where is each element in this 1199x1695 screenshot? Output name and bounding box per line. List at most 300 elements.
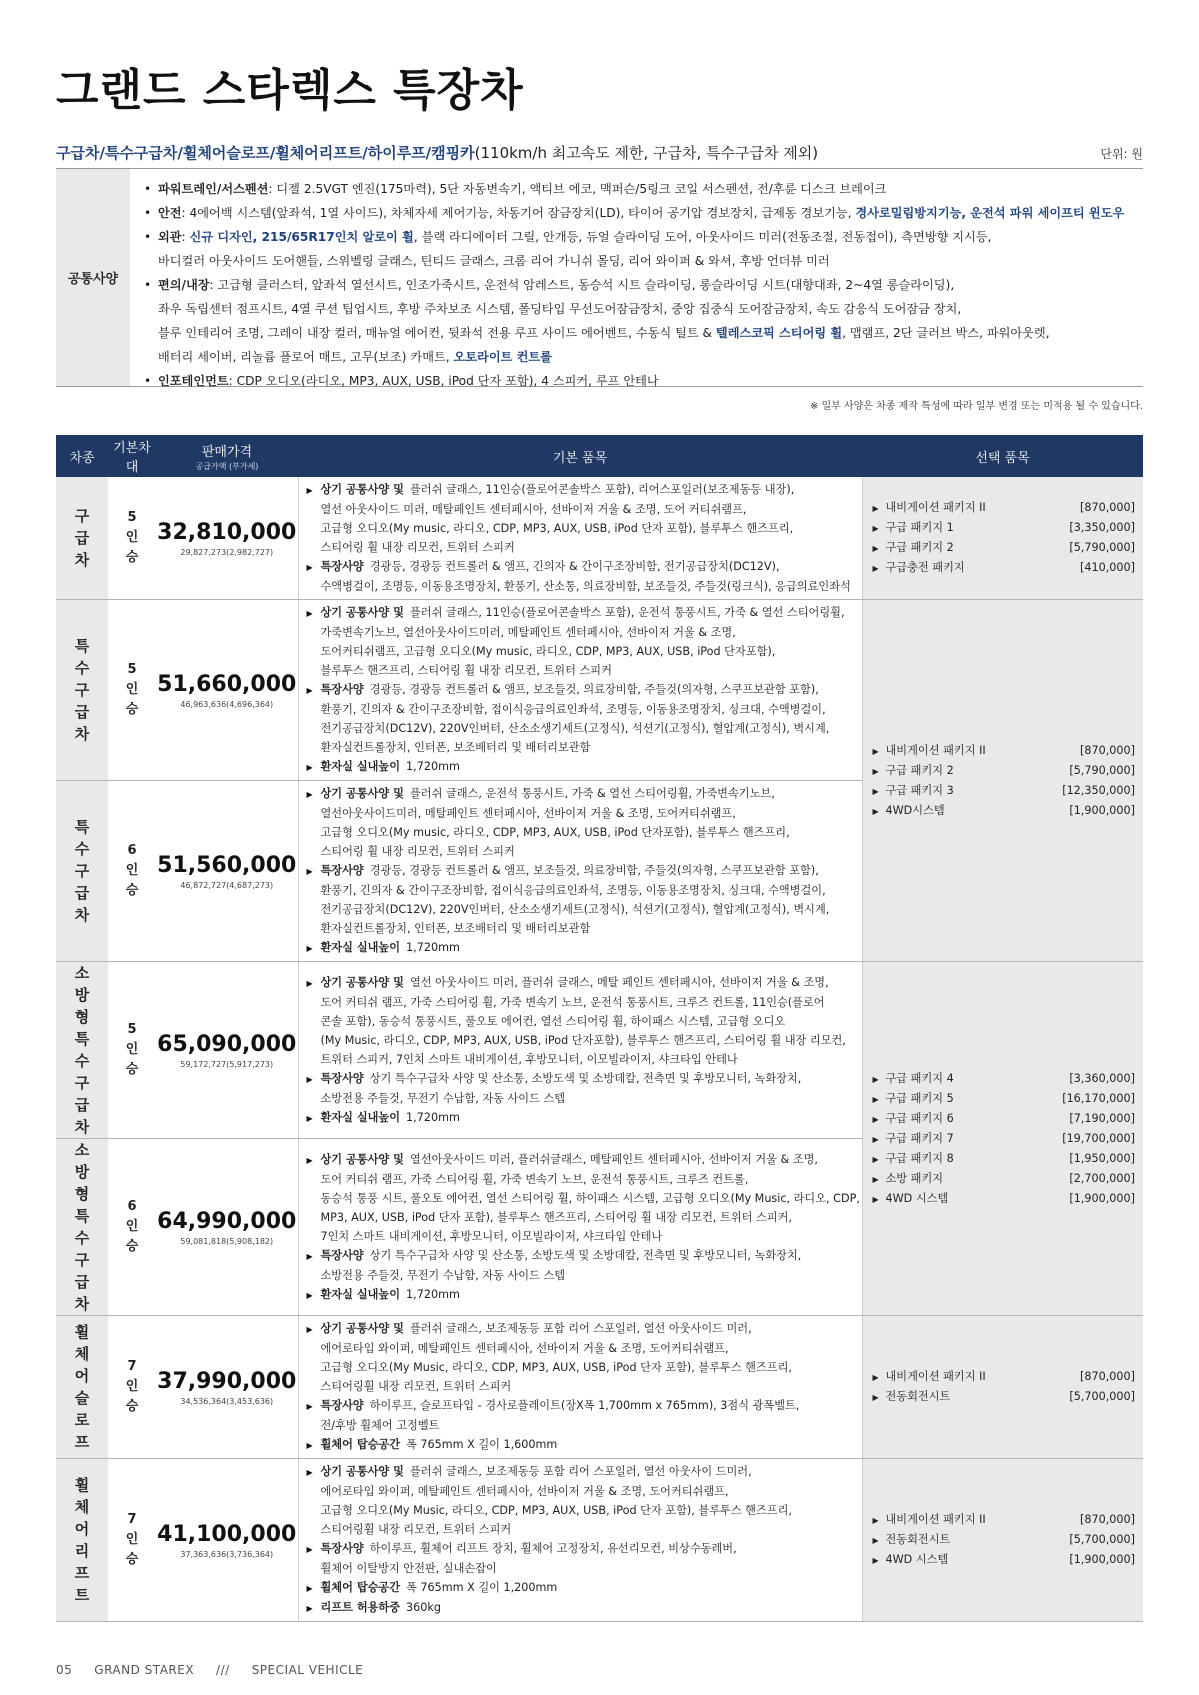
basic-item-line [307,642,862,661]
spec-convenience-cont [144,345,1143,369]
spec-label: 안전 [158,206,182,220]
basic-item-text: 1,720mm [406,1110,460,1124]
triangle-bullet-icon: ▶ [872,1114,879,1124]
triangle-bullet-icon: ▶ [872,1373,879,1382]
vehicle-type-char: 차 [74,551,90,569]
option-item-name-wrap [873,498,986,518]
option-item-price: [16,170,000] [1062,1091,1135,1105]
basic-item-text: 환자실컨트롤장치, 인터폰, 보조배터리 및 배터리보관함 [320,922,591,935]
triangle-bullet-icon: ▶ [306,563,313,572]
option-item [873,538,1136,558]
price-supply: 46,872,727(4,687,273) [180,880,274,890]
basic-item-line [307,1559,862,1578]
vehicle-type-char: 차 [74,1295,90,1313]
vehicle-type-char: 특 [74,1030,90,1048]
basic-item-text: 환자실컨트롤장치, 인터폰, 보조배터리 및 배터리보관함 [320,741,591,754]
vehicle-type-cell [56,1316,108,1459]
basic-item-line [307,1246,862,1266]
basic-item-line [307,1482,862,1501]
basic-item-text: 경광등, 경광등 컨트롤러 & 앰프, 보조들것, 의료장비함, 주들것(의자형, 스쿠프보관함 포함), [369,683,819,696]
basic-item-text: 1,720mm [406,1287,460,1301]
spec-exterior-cont [144,249,1143,273]
header-type: 차종 [56,435,108,477]
spec-convenience-cont [144,297,1143,321]
basic-item-text: 전기공급장치(DC12V), 220V인버터, 산소소생기세트(고정식), 석션기(고정식), 혈압계(고정식), 벽시계, [320,903,830,916]
option-item [873,1510,1136,1530]
basic-item-label: 상기 공통사양 및 [320,1465,404,1478]
option-item-name-wrap [873,1089,954,1109]
triangle-bullet-icon: ▶ [872,1194,879,1204]
basic-item-text: 열선 아웃사이드 미러, 플러쉬 글래스, 메탈 페인트 센터페시아, 선바이저 거울 & 조명, [409,975,829,989]
basic-item-line [307,784,862,804]
triangle-bullet-icon: ▶ [872,1134,879,1144]
triangle-bullet-icon: ▶ [872,1516,879,1525]
option-item-price: [12,350,000] [1062,783,1135,797]
spec-powertrain: • 파워트레인/서스펜션: 디젤 2.5VGT 엔진(175마력), 5단 자동변속기, 액티브 에코, 맥퍼슨/5링크 코일 서스펜션, 전/후륜 디스크 브레이크 [144,182,887,196]
basic-item-text: 경광등, 경광등 컨트롤러 & 앰프, 긴의자 & 간이구조장비함, 전기공급장치(DC12V), [369,560,780,573]
triangle-bullet-icon: ▶ [306,1402,313,1411]
spec-text: 바디컬러 아웃사이드 도어핸들, 스위벨링 글래스, 틴티드 글래스, 크롬 리어 가니쉬 몰딩, 리어 와이퍼 & 와셔, 후방 언더뷰 미러 [158,254,830,268]
option-item-price: [5,790,000] [1069,763,1135,777]
basic-item-text: 수액병걸이, 조명등, 이동용조명장치, 환풍기, 산소통, 의료장비함, 보조들것, 주들것(링크식), 응급의료인좌석 [320,580,851,593]
basic-item-label: 휠체어 탑승공간 [320,1581,401,1594]
basic-item-line [307,1377,862,1396]
common-spec-box [56,168,1143,387]
vehicle-type-char: 구 [74,681,90,699]
vehicle-type-char: 급 [74,1273,90,1291]
basic-item-line [307,861,862,881]
option-item [873,498,1136,518]
basic-item-text: 플러쉬 글래스, 운전석 통풍시트, 가죽 & 열선 스티어링휠, 가죽변속기노브, [409,787,775,800]
option-item-name-wrap [873,1550,949,1570]
basic-item-line [307,1462,862,1482]
basic-item-text: 상기 특수구급차 사양 및 산소통, 소방도색 및 소방데칼, 전측면 및 후방모니터, 녹화장치, [369,1071,802,1085]
basic-item-line [307,804,862,823]
price-supply: 59,081,818(5,908,182) [180,1236,274,1246]
option-item-name-wrap [873,1109,954,1129]
basic-item-label: 상기 공통사양 및 [320,483,404,496]
vehicle-type-char: 형 [74,1008,90,1026]
option-item-price: [870,000] [1080,743,1135,757]
basic-item-text: 가죽변속기노브, 열선아웃사이드미러, 메탈페인트 센터페시아, 선바이저 거울 & 조명, [320,626,736,639]
basic-item-text: 360kg [406,1601,441,1614]
option-item-price: [870,000] [1080,1513,1135,1526]
seats-char: 인 [125,682,139,697]
basic-item-text: 도어커티쉬램프, 고급형 오디오(My music, 라디오, CDP, MP3, AUX, USB, iPod 단자포함), [320,645,776,658]
basic-item-text: 도어 커티쉬 램프, 가죽 스티어링 휠, 가죽 변속기 노브, 운전석 통풍시트, 크루즈 컨트롤, 11인승(플로어 [320,995,825,1009]
basic-item-label: 상기 공통사양 및 [320,606,404,619]
basic-item-text: 스티어링 휠 내장 리모컨, 트위터 스피커 [320,845,515,858]
vehicle-type-char: 체 [74,1345,90,1363]
basic-item-line [307,1189,862,1208]
option-item-price: [5,700,000] [1069,1390,1135,1403]
option-item [873,1109,1136,1129]
basic-item-text: (My Music, 라디오, CDP, MP3, AUX, USB, iPod 단자포함), 블루투스 핸즈프리, 스티어링 휠 내장 리모컨, [320,1033,846,1047]
option-items-cell [862,962,1143,1316]
spec-text: 블루 인테리어 조명, 그레이 내장 컬러, 매뉴얼 에어컨, 뒷좌석 전용 루프 사이드 에어벤트, 수동식 틸트 & [158,326,716,340]
option-item-name: 전동회전시트 [885,1390,951,1403]
triangle-bullet-icon: ▶ [872,1536,879,1545]
spec-highlight: 경사로밀림방지기능, 운전석 파워 세이프티 윈도우 [855,206,1125,220]
page-title: 그랜드 스타렉스 특장차 [56,65,524,116]
basic-item-text: 트위터 스피커, 7인치 스마트 내비게이션, 후방모니터, 이모빌라이저, 샤크타입 안테나 [320,1052,738,1066]
vehicle-type-char: 수 [74,1229,90,1247]
spec-text: : CDP 오디오(라디오, MP3, AUX, USB, iPod 단자 포함), 4 스피커, 루프 안테나 [228,374,659,388]
price-supply: 34,536,364(3,453,636) [180,1396,274,1406]
option-item-name: 소방 패키지 [885,1171,944,1185]
basic-item-text: 폭 765mm X 길이 1,200mm [406,1581,558,1594]
basic-item-line [307,757,862,777]
vehicle-type-char: 차 [74,1118,90,1136]
basic-item-line [307,1031,862,1050]
vehicle-type-char: 급 [74,529,90,547]
basic-item-line [307,500,862,519]
option-items-cell [862,1459,1143,1622]
vehicle-type-char: 급 [74,1096,90,1114]
basic-item-label: 특장사양 [320,864,364,877]
basic-item-text: 전/후방 휠체어 고정벨트 [320,1419,440,1432]
option-item-price: [1,900,000] [1069,803,1135,817]
basic-item-text: 경광등, 경광등 컨트롤러 & 앰프, 보조들것, 의료장비함, 주들것(의자형, 스쿠프보관함 포함), [369,864,819,877]
triangle-bullet-icon: ▶ [872,746,879,756]
basic-item-line [307,1339,862,1358]
basic-item-line [307,603,862,623]
basic-item-text: 에어로타입 와이퍼, 메탈페인트 센터페시아, 선바이저 거울 & 조명, 도어커티쉬램프, [320,1342,729,1355]
price-table [56,435,1143,1622]
option-item-price: [3,350,000] [1069,521,1135,534]
basic-item-line [307,1319,862,1339]
basic-item-line [307,973,862,993]
vehicle-type-char: 수 [74,1052,90,1070]
option-item-name-wrap [873,1189,949,1209]
seats-cell [108,600,156,781]
vehicle-type-char: 형 [74,1185,90,1203]
seats-cell [108,1459,156,1622]
basic-item-line [307,900,862,919]
basic-item-label: 환자실 실내높이 [320,1287,401,1301]
seats-char: 인 [125,863,139,878]
option-item-name: 구급충전 패키지 [885,561,965,574]
basic-item-line [307,1598,862,1618]
option-item-price: [1,900,000] [1069,1553,1135,1566]
basic-item-line [307,1501,862,1520]
basic-item-label: 특장사양 [320,683,364,696]
basic-item-text: MP3, AUX, USB, iPod 단자 포함), 블루투스 핸즈프리, 스티어링 휠 내장 리모컨, 트위터 스피커, [320,1210,792,1224]
option-item-name: 내비게이션 패키지 II [885,501,986,514]
vehicle-type-char: 프 [74,1433,90,1451]
seats-char: 승 [125,1239,139,1254]
option-item-price: [3,360,000] [1069,1071,1135,1085]
seats-char: 승 [125,550,139,565]
triangle-bullet-icon: ▶ [306,1074,313,1084]
basic-items-cell [298,1139,862,1316]
triangle-bullet-icon: ▶ [306,1604,313,1613]
option-item-name-wrap [873,1169,944,1189]
triangle-bullet-icon: ▶ [306,867,313,876]
basic-item-text: 도어 커티쉬 램프, 가죽 스티어링 휠, 가죽 변속기 노브, 운전석 통풍시트, 크루즈 컨트롤, [320,1172,749,1186]
seats-char: 승 [125,1399,139,1414]
vehicle-type-cell [56,1459,108,1622]
basic-item-line [307,519,862,538]
vehicle-types-subtitle [56,142,818,163]
price-cell [156,1139,298,1316]
triangle-bullet-icon: ▶ [306,1468,313,1477]
option-item-name-wrap [873,518,954,538]
triangle-bullet-icon: ▶ [872,806,879,816]
price-value: 51,560,000 [157,852,297,878]
price-cell [156,477,298,600]
option-item-name: 4WD 시스템 [885,1191,949,1205]
option-item-price: [5,790,000] [1069,541,1135,554]
basic-item-line [307,1108,862,1128]
basic-item-line [307,1358,862,1377]
seats-char: 인 [125,530,139,545]
vehicle-type-char: 어 [74,1520,90,1538]
seats-char: 승 [125,702,139,717]
subtitle-note: (110km/h 최고속도 제한, 구급차, 특수구급차 제외) [474,144,819,162]
basic-item-line [307,1416,862,1435]
basic-items-cell [298,1316,862,1459]
option-item-name: 내비게이션 패키지 II [885,1370,986,1383]
option-item-name-wrap [873,1387,951,1407]
triangle-bullet-icon: ▶ [306,486,313,495]
basic-item-line [307,938,862,958]
basic-item-text: 환풍기, 긴의자 & 간이구조장비함, 접이식응급의료인좌석, 조명등, 이동용조명장치, 싱크대, 수액병걸이, [320,703,826,716]
basic-item-text: 동승석 통풍 시트, 풀오토 에어컨, 열선 스티어링 휠, 하이패스 시스템, 고급형 오디오(My Music, 라디오, CDP, [320,1191,860,1205]
price-value: 64,990,000 [157,1208,297,1234]
table-row [56,477,1143,600]
vehicle-type-char: 수 [74,840,90,858]
option-item-name: 구급 패키지 4 [885,1071,954,1085]
basic-item-text: 열선 아웃사이드 미러, 메탈페인트 센터페시아, 선바이저 거울 & 조명, 도어 커티쉬램프, [320,503,747,516]
subtitle-types: 구급차/특수구급차/휠체어슬로프/휠체어리프트/하이루프/캠핑카 [56,144,475,162]
basic-item-line [307,1227,862,1246]
basic-item-line [307,480,862,500]
option-item [873,1367,1136,1387]
basic-item-text: 열선아웃사이드 미러, 플러쉬글래스, 메탈페인트 센터페시아, 선바이저 거울 & 조명, [409,1152,818,1166]
basic-item-label: 환자실 실내높이 [320,760,401,773]
basic-item-text: 환풍기, 긴의자 & 간이구조장비함, 접이식응급의료인좌석, 조명등, 이동용조명장치, 싱크대, 수액병걸이, [320,884,826,897]
basic-item-text: 플러쉬 글래스, 11인승(플로어콘솔박스 포함), 리어스포일러(보조제동등 내장), [409,483,795,496]
page-footer [56,1663,385,1677]
basic-item-text: 플러쉬 글래스, 11인승(플로어콘솔박스 포함), 운전석 통풍시트, 가죽 & 열선 스티어링휠, [409,606,845,619]
basic-item-label: 상기 공통사양 및 [320,1152,404,1166]
spec-text: : 디젤 2.5VGT 엔진(175마력), 5단 자동변속기, 액티브 에코, 맥퍼슨/5링크 코일 서스펜션, 전/후륜 디스크 브레이크 [268,182,887,196]
spec-label: 인포테인먼트 [158,374,229,388]
triangle-bullet-icon: ▶ [306,1441,313,1450]
seats-char: 승 [125,1062,139,1077]
option-item-price: [870,000] [1080,1370,1135,1383]
seats-char: 인 [125,1219,139,1234]
option-item-name-wrap [873,801,945,821]
option-item-name-wrap [873,1367,986,1387]
seats-char: 5 [127,662,137,677]
option-items-cell [862,600,1143,962]
option-item [873,1149,1136,1169]
triangle-bullet-icon: ▶ [306,1290,313,1300]
triangle-bullet-icon: ▶ [306,1251,313,1261]
triangle-bullet-icon: ▶ [306,1584,313,1593]
triangle-bullet-icon: ▶ [872,524,879,533]
spec-convenience-cont [144,321,1143,345]
option-item-name: 내비게이션 패키지 II [885,743,986,757]
basic-item-label: 리프트 허용하중 [320,1601,401,1614]
option-item-name: 구급 패키지 2 [885,763,954,777]
basic-item-text: 하이루프, 슬로프타입 - 경사로플레이트(장X폭 1,700mm x 765mm), 3점식 광폭벨트, [369,1399,800,1412]
option-item [873,518,1136,538]
spec-highlight: 신규 디자인, 215/65R17인치 알로이 휠 [189,230,414,244]
basic-item-text: 소방전용 주들것, 무전기 수납함, 자동 사이드 스텝 [320,1091,566,1105]
basic-item-line [307,700,862,719]
triangle-bullet-icon: ▶ [306,978,313,988]
basic-item-line [307,680,862,700]
basic-item-line [307,1089,862,1108]
option-item-name-wrap [873,558,965,578]
vehicle-type-char: 체 [74,1498,90,1516]
basic-item-label: 특장사양 [320,1542,364,1555]
basic-item-label: 특장사양 [320,1071,364,1085]
footer-separator: /// [216,1663,230,1677]
basic-item-text: 하이루프, 휠체어 리프트 장치, 휠체어 고정장치, 유선리모컨, 비상수동레버, [369,1542,737,1555]
vehicle-type-char: 차 [74,906,90,924]
price-supply: 37,363,636(3,736,364) [180,1549,274,1559]
vehicle-type-char: 휠 [74,1323,90,1341]
triangle-bullet-icon: ▶ [306,686,313,695]
vehicle-type-cell [56,781,108,962]
header-price-label: 판매가격 [201,444,253,460]
option-item-name-wrap [873,741,986,761]
seats-char: 5 [127,1022,137,1037]
price-cell [156,600,298,781]
option-item-name: 전동회전시트 [885,1533,951,1546]
option-item-price: [2,700,000] [1069,1171,1135,1185]
basic-item-label: 특장사양 [320,1248,364,1262]
header-options: 선택 품목 [862,435,1143,477]
vehicle-type-char: 소 [74,964,90,982]
option-item-price: [19,700,000] [1062,1131,1135,1145]
page-number: 05 [56,1663,73,1677]
table-row [56,962,1143,1139]
basic-item-text: 1,720mm [406,760,460,773]
option-item-name: 4WD 시스템 [885,1553,949,1566]
basic-item-text: 플러쉬 글래스, 보조제동등 포함 리어 스포일러, 열선 아웃사이드 미러, [409,1322,752,1335]
triangle-bullet-icon: ▶ [872,564,879,573]
basic-item-line [307,577,862,596]
basic-item-line [307,1170,862,1189]
vehicle-type-char: 구 [74,862,90,880]
header-price [156,435,298,477]
header-seats: 기본차대 [108,435,156,477]
spec-highlight: 오토라이트 컨트롤 [453,350,552,364]
seats-char: 7 [127,1512,137,1527]
option-item-name-wrap [873,1149,954,1169]
triangle-bullet-icon: ▶ [872,1154,879,1164]
option-item-name: 구급 패키지 6 [885,1111,954,1125]
price-value: 65,090,000 [157,1031,297,1057]
seats-char: 6 [127,843,137,858]
spec-safety: • 안전: 4에어백 시스템(앞좌석, 1열 사이드), 차체자세 제어기능, 차동기어 잠금장치(LD), 타이어 공기압 경보장치, 급제동 경보기능, 경사로밀림방지기능, 운전석 파워 세이프티 윈도우 [144,206,1125,220]
price-value: 51,660,000 [157,671,297,697]
triangle-bullet-icon: ▶ [306,1155,313,1165]
basic-item-text: 에어로타입 와이퍼, 메탈페인트 센터페시아, 선바이저 거울 & 조명, 도어커티쉬램프, [320,1485,729,1498]
spec-highlight: 텔레스코픽 스티어링 휠 [715,326,843,340]
basic-item-text: 열선아웃사이드미러, 메탈페인트 센터페시아, 선바이저 거울 & 조명, 도어커티쉬램프, [320,807,736,820]
triangle-bullet-icon: ▶ [872,504,879,513]
basic-item-text: 고급형 오디오(My Music, 라디오, CDP, MP3, AUX, USB, iPod 단자 포함), 블루투스 핸즈프리, [320,1504,792,1517]
price-value: 41,100,000 [157,1521,297,1547]
basic-item-line [307,842,862,861]
option-item-price: [1,900,000] [1069,1191,1135,1205]
basic-item-line [307,1208,862,1227]
vehicle-type-char: 슬 [74,1389,90,1407]
basic-item-line [307,993,862,1012]
basic-item-label: 상기 공통사양 및 [320,1322,404,1335]
basic-item-label: 환자실 실내높이 [320,941,401,954]
spec-text: , 블랙 라디에이터 그릴, 안개등, 듀얼 슬라이딩 도어, 아웃사이드 미러(전동조절, 전동접이), 측면방향 지시등, [413,230,992,244]
seats-cell [108,962,156,1139]
option-item-name: 구급 패키지 2 [885,541,954,554]
option-item-name-wrap [873,1069,954,1089]
vehicle-type-cell [56,962,108,1139]
spec-label: 파워트레인/서스펜션 [158,182,269,196]
basic-item-line [307,1435,862,1455]
vehicle-type-char: 특 [74,1207,90,1225]
vehicle-type-char: 특 [74,637,90,655]
basic-item-text: 폭 765mm X 길이 1,600mm [406,1438,558,1451]
unit-label: 단위: 원 [1100,147,1143,161]
triangle-bullet-icon: ▶ [872,1094,879,1104]
seats-char: 승 [125,883,139,898]
option-item-price: [1,950,000] [1069,1151,1135,1165]
option-item [873,1169,1136,1189]
spec-text: 좌우 독립센터 점프시트, 4열 쿠션 팁업시트, 후방 주차보조 시스템, 폴딩타입 무선도어잠금장치, 중앙 집중식 도어잠금장치, 속도 감응식 도어잠금 장치, [158,302,962,316]
basic-item-line [307,661,862,680]
basic-item-text: 휠체어 이탈방지 안전판, 실내손잡이 [320,1562,497,1575]
option-item [873,1387,1136,1407]
option-item [873,1129,1136,1149]
basic-item-label: 특장사양 [320,560,364,573]
vehicle-type-char: 리 [74,1542,90,1560]
price-value: 37,990,000 [157,1368,297,1394]
basic-item-line [307,1150,862,1170]
basic-item-line [307,1285,862,1305]
spec-text: , 맵램프, 2단 글러브 박스, 파워아웃렛, [842,326,1050,340]
spec-infotainment: • 인포테인먼트: CDP 오디오(라디오, MP3, AUX, USB, iPod 단자 포함), 4 스피커, 루프 안테나 [144,374,659,388]
basic-item-line [307,1012,862,1031]
option-item [873,1069,1136,1089]
option-item [873,761,1136,781]
option-item-name: 구급 패키지 8 [885,1151,954,1165]
vehicle-type-char: 구 [74,1074,90,1092]
basic-item-label: 환자실 실내높이 [320,1110,401,1124]
triangle-bullet-icon: ▶ [306,1545,313,1554]
table-row [56,1316,1143,1459]
basic-item-text: 고급형 오디오(My Music, 라디오, CDP, MP3, AUX, USB, iPod 단자 포함), 블루투스 핸즈프리, [320,1361,792,1374]
option-item [873,741,1136,761]
option-items-cell [862,1316,1143,1459]
seats-char: 인 [125,1379,139,1394]
option-items-cell [862,477,1143,600]
basic-item-text: 7인치 스마트 내비게이션, 후방모니터, 이모빌라이저, 샤크타입 안테나 [320,1229,663,1243]
option-item-name-wrap [873,1510,986,1530]
triangle-bullet-icon: ▶ [872,1074,879,1084]
basic-items-cell [298,1459,862,1622]
spec-convenience: • 편의/내장: 고급형 클러스터, 앞좌석 열선시트, 인조가죽시트, 운전석 암레스트, 동승석 시트 슬라이딩, 롱슬라이딩 시트(대향대좌, 2~4열 롱슬라이딩), [144,278,955,292]
option-item-name: 구급 패키지 1 [885,521,954,534]
triangle-bullet-icon: ▶ [872,766,879,776]
vehicle-type-char: 차 [74,725,90,743]
basic-item-line [307,1050,862,1069]
